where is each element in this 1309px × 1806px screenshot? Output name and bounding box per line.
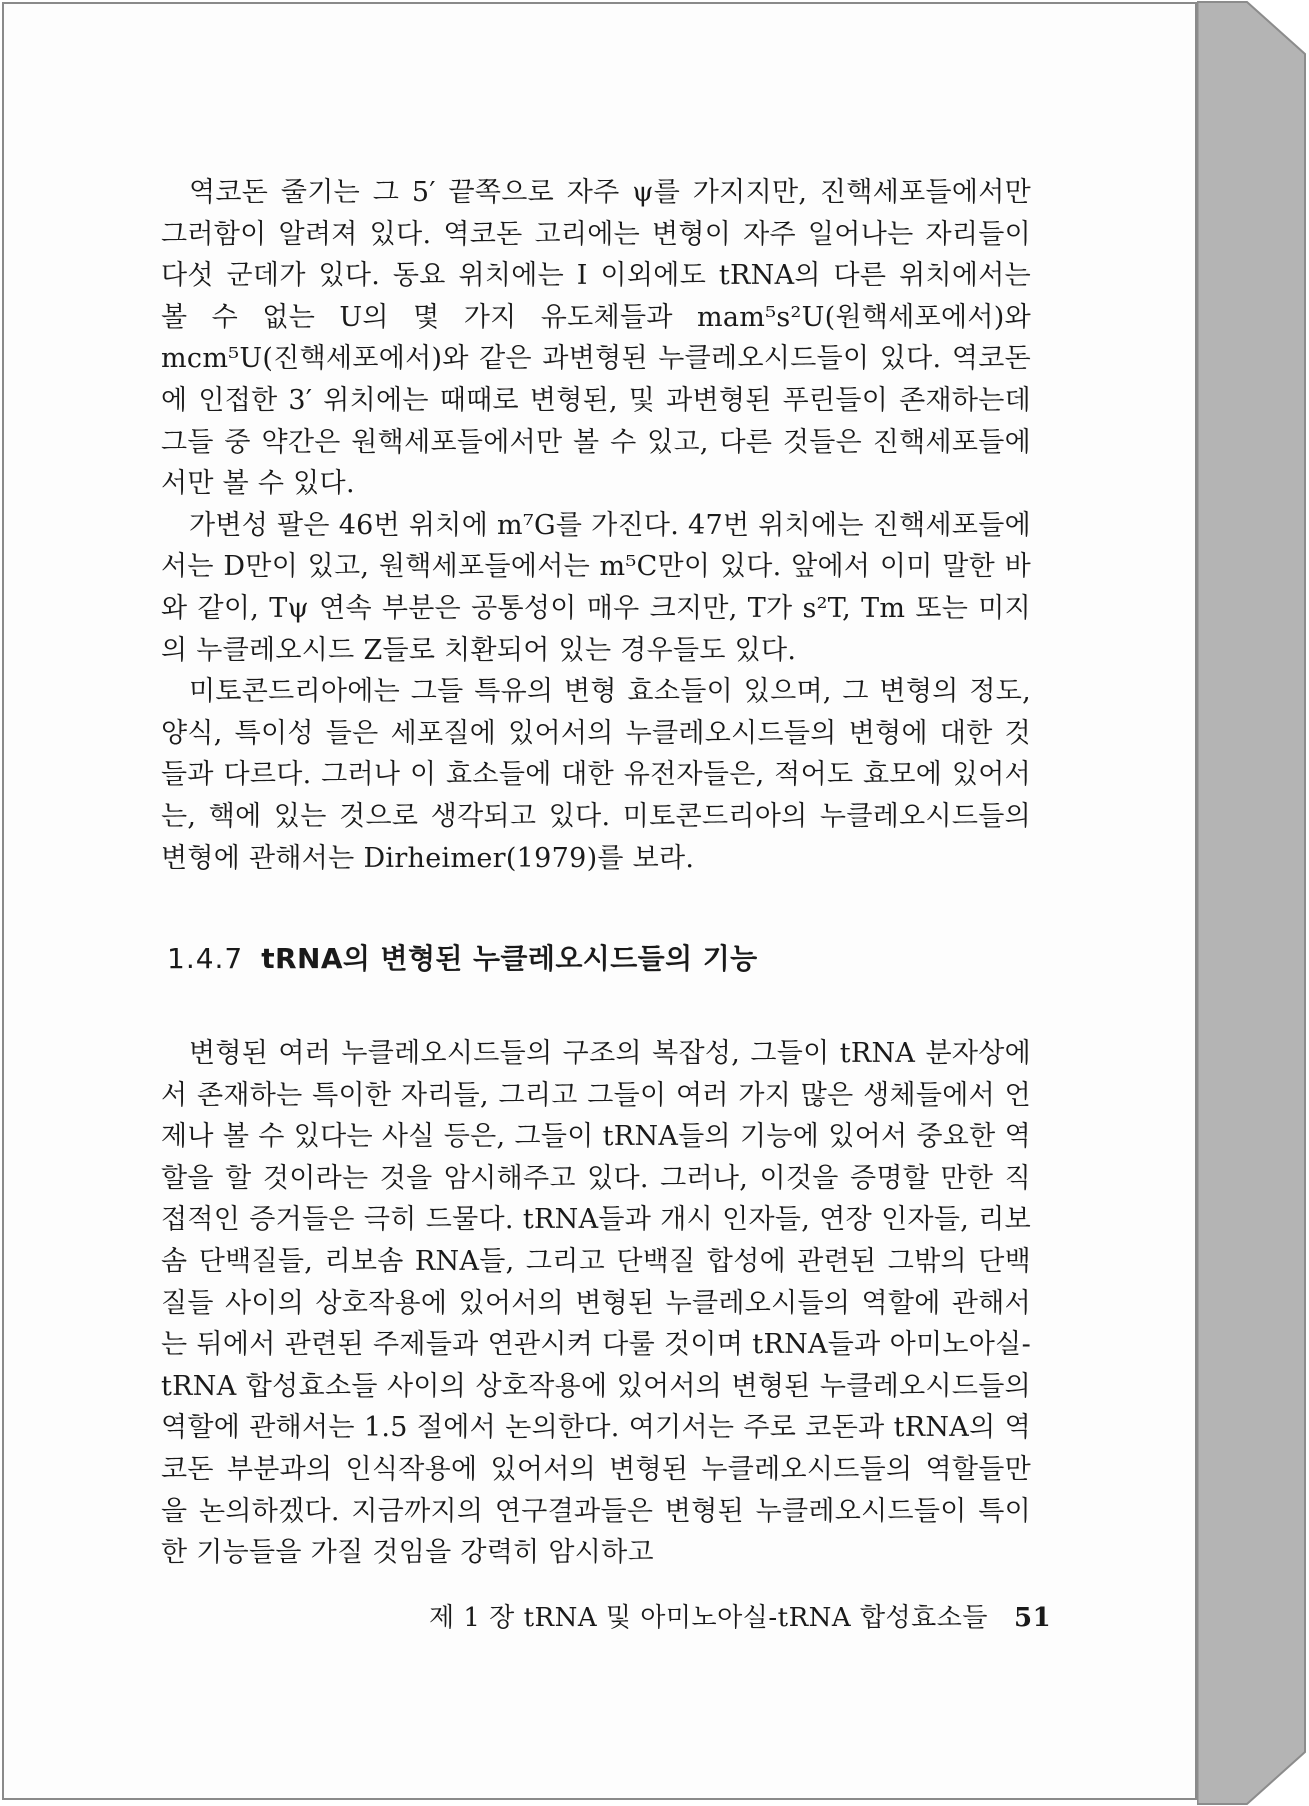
page-number: 51 [1014,1603,1052,1633]
section-number: 1.4.7 [167,942,244,976]
running-footer [429,1597,1051,1634]
paragraph-anticodon-stem: 역코돈 줄기는 그 5′ 끝쪽으로 자주 ψ를 가지지만, 진핵세포들에서만 그러함이 알려져 있다. 역코돈 고리에는 변형이 자주 일어나는 자리들이 다섯 군데가 있다. 동요 위치에는 I 이외에도 tRNA의 다른 위치에서는 볼 수 없는 U의 몇 가지 유도체들과 mam⁵s²U(원핵세포에서)와 mcm⁵U(진핵세포에서)와 같은 과변형된 누클레오시드들이 있다. 역코돈에 인접한 3′ 위치에는 때때로 변형된, 및 과변형된 푸린들이 존재하는데 그들 중 약간은 원핵세포들에서만 볼 수 있고, 다른 것들은 진핵세포들에서만 볼 수 있다. [161,177,1031,500]
paragraph-variable-arm: 가변성 팔은 46번 위치에 m⁷G를 가진다. 47번 위치에는 진핵세포들에서는 D만이 있고, 원핵세포들에서는 m⁵C만이 있다. 앞에서 이미 말한 바와 같이, Tψ 연속 부분은 공통성이 매우 크지만, T가 s²T, Tm 또는 미지의 누클레오시드 Z들로 치환되어 있는 경우들도 있다. [161,509,1031,666]
paragraph-mitochondria: 미토콘드리아에는 그들 특유의 변형 효소들이 있으며, 그 변형의 정도, 양식, 특이성 들은 세포질에 있어서의 누클레오시드들의 변형에 대한 것들과 다르다. 그러나 이 효소들에 대한 유전자들은, 적어도 효모에 있어서는, 핵에 있는 것으로 생각되고 있다. 미토콘드리아의 누클레오시드들의 변형에 관해서는 Dirheimer(1979)를 보라. [161,676,1031,874]
page-edge-shape [1197,0,1309,1806]
page [2,2,1197,1800]
paragraph-function: 변형된 여러 누클레오시드들의 구조의 복잡성, 그들이 tRNA 분자상에서 존재하는 특이한 자리들, 그리고 그들이 여러 가지 많은 생체들에서 언제나 볼 수 있다는 사실 등은, 그들이 tRNA들의 기능에 있어서 중요한 역할을 할 것이라는 것을 암시해주고 있다. 그러나, 이것을 증명할 만한 직접적인 증거들은 극히 드물다. tRNA들과 개시 인자들, 연장 인자들, 리보솜 단백질들, 리보솜 RNA들, 그리고 단백질 합성에 관련된 그밖의 단백질들 사이의 상호작용에 있어서의 변형된 누클레오시들의 역할에 관해서는 뒤에서 관련된 주제들과 연관시켜 다룰 것이며 tRNA들과 아미노아실-tRNA 합성효소들 사이의 상호작용에 있어서의 변형된 누클레오시드들의 역할에 관해서는 1.5 절에서 논의한다. 여기서는 주로 코돈과 tRNA의 역코돈 부분과의 인식작용에 있어서의 변형된 누클레오시드들의 역할들만을 논의하겠다. 지금까지의 연구결과들은 변형된 누클레오시드들이 특이한 기능들을 가질 것임을 강력히 암시하고 [161,1038,1031,1569]
body-text [161,172,1031,1574]
section-heading [167,937,1031,977]
page-stack-edge [1197,0,1309,1806]
running-title: 제 1 장 tRNA 및 아미노아실-tRNA 합성효소들 [429,1603,989,1633]
section-title: tRNA의 변형된 누클레오시드들의 기능 [261,942,758,976]
